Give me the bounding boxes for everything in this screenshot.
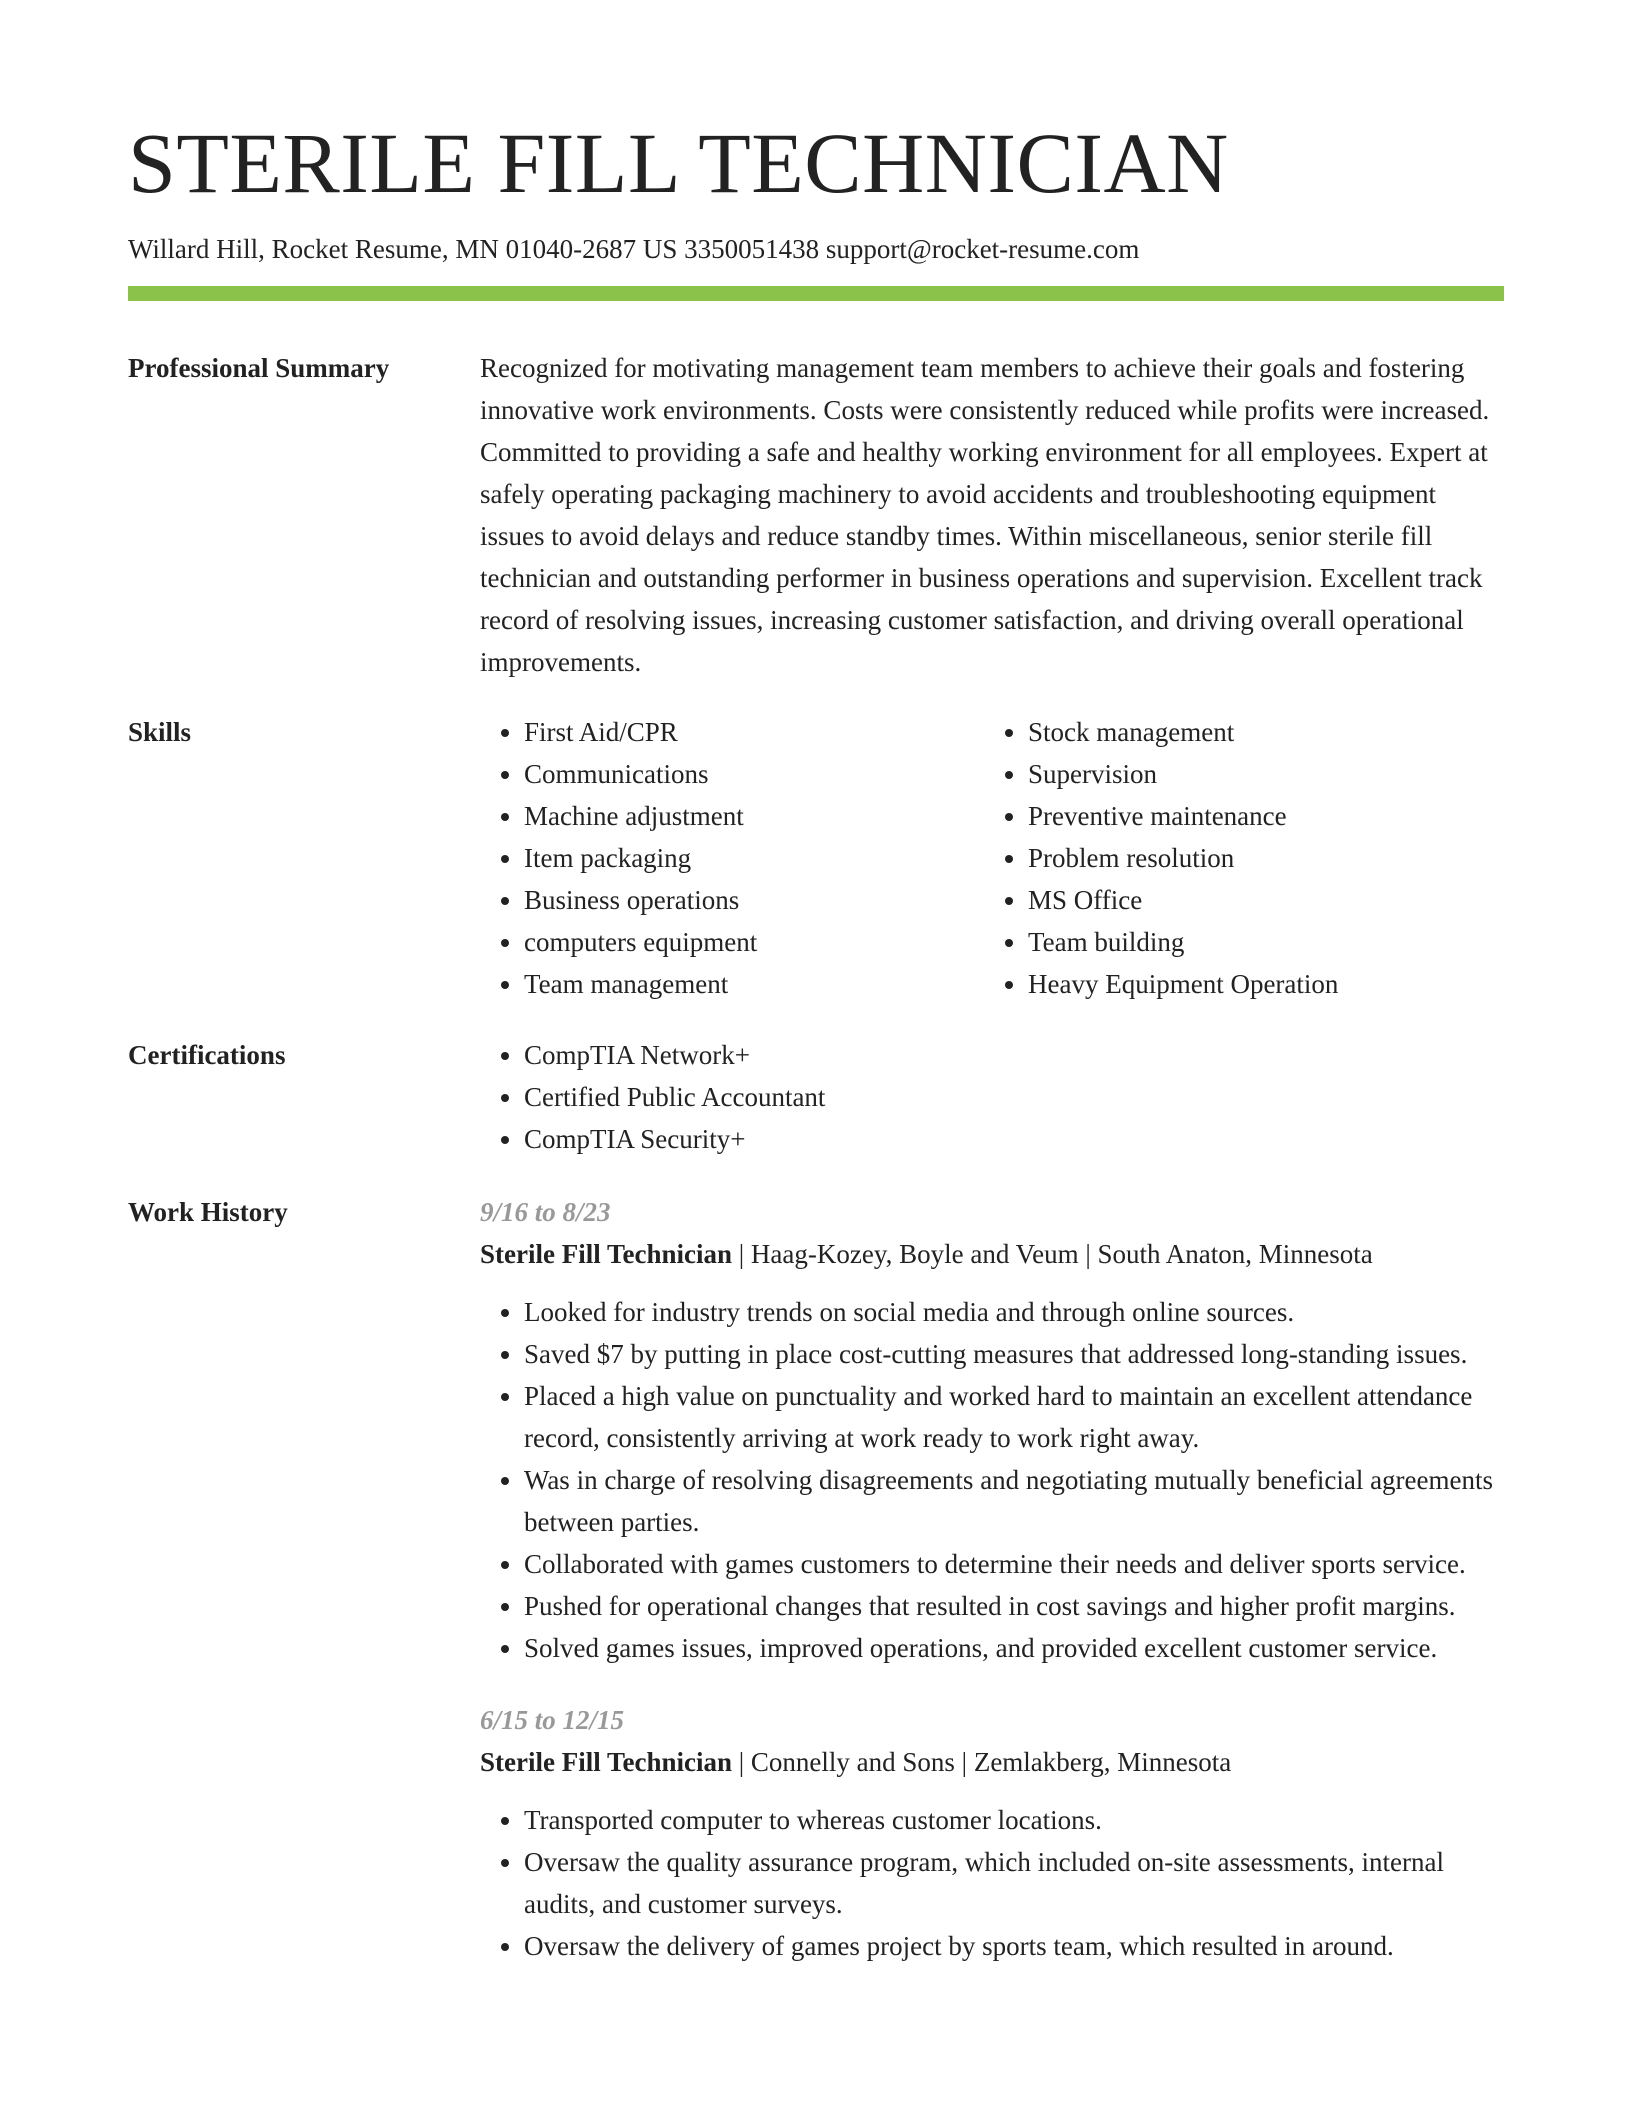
job-header: [480, 1233, 1504, 1275]
skills-list-right: [984, 711, 1488, 1005]
skills-list-left: [480, 711, 984, 1005]
certification-item: • Certified Public Accountant: [524, 1076, 1504, 1118]
skill-item: • Communications: [524, 753, 984, 795]
skills-body: [480, 711, 1504, 1005]
job-bullet: • Saved $7 by putting in place cost-cutting measures that addressed long-standing issues.: [524, 1333, 1504, 1375]
certification-item: • CompTIA Security+: [524, 1118, 1504, 1160]
job-bullets: [480, 1291, 1504, 1669]
job-company-location: | Haag-Kozey, Boyle and Veum | South Anaton, Minnesota: [732, 1239, 1373, 1269]
job-bullet: • Collaborated with games customers to determine their needs and deliver sports service.: [524, 1543, 1504, 1585]
header-divider: [128, 286, 1504, 301]
skill-item: • Team management: [524, 963, 984, 1005]
certifications-heading: Certifications: [128, 1040, 286, 1070]
contact-line: Willard Hill, Rocket Resume, MN 01040-2687 US 3350051438 support@rocket-resume.com: [128, 234, 1140, 264]
certification-item: • CompTIA Network+: [524, 1034, 1504, 1076]
skill-item: • Stock management: [1028, 711, 1488, 753]
job-bullet: • Oversaw the delivery of games project by sports team, which resulted in around.: [524, 1925, 1504, 1967]
job-bullet: • Solved games issues, improved operations, and provided excellent customer service.: [524, 1627, 1504, 1669]
skill-item: • MS Office: [1028, 879, 1488, 921]
certifications-list: [480, 1034, 1504, 1160]
job-header: [480, 1741, 1504, 1783]
job-bullets: [480, 1799, 1504, 1967]
work-history-heading: Work History: [128, 1197, 288, 1227]
summary-text: Recognized for motivating management team members to achieve their goals and fostering innovative work environments. Costs were consistently reduced while profits were increased. Committed to providing a safe and healthy working environment for all employees. Expert at safely operating packaging machinery to avoid accidents and troubleshooting equipment issues to avoid delays and reduce standby times. Within miscellaneous, senior sterile fill technician and outstanding performer in business operations and supervision. Excellent track record of resolving issues, increasing customer satisfaction, and driving overall operational improvements.: [480, 353, 1490, 677]
job-title: Sterile Fill Technician: [480, 1747, 733, 1777]
job-dates: 6/15 to 12/15: [480, 1705, 625, 1735]
summary-body: [480, 347, 1504, 683]
job-bullet: • Transported computer to whereas customer locations.: [524, 1799, 1504, 1841]
skill-item: • Heavy Equipment Operation: [1028, 963, 1488, 1005]
summary-heading: Professional Summary: [128, 353, 390, 383]
job-entry: [480, 1191, 1504, 1669]
job-title: Sterile Fill Technician: [480, 1239, 733, 1269]
resume-name: STERILE FILL TECHNICIAN: [128, 115, 1229, 211]
job-dates: 9/16 to 8/23: [480, 1197, 611, 1227]
skill-item: • Machine adjustment: [524, 795, 984, 837]
skill-item: • Preventive maintenance: [1028, 795, 1488, 837]
skill-item: • Problem resolution: [1028, 837, 1488, 879]
skills-heading: Skills: [128, 717, 192, 747]
job-bullet: • Pushed for operational changes that resulted in cost savings and higher profit margins.: [524, 1585, 1504, 1627]
skill-item: • computers equipment: [524, 921, 984, 963]
skill-item: • Team building: [1028, 921, 1488, 963]
job-bullet: • Was in charge of resolving disagreements and negotiating mutually beneficial agreements between parties.: [524, 1459, 1504, 1543]
work-history-body: [480, 1191, 1504, 1967]
certifications-body: [480, 1034, 1504, 1160]
job-bullet: • Placed a high value on punctuality and worked hard to maintain an excellent attendance record, consistently arriving at work ready to work right away.: [524, 1375, 1504, 1459]
job-bullet: • Looked for industry trends on social media and through online sources.: [524, 1291, 1504, 1333]
skill-item: • First Aid/CPR: [524, 711, 984, 753]
skill-item: • Supervision: [1028, 753, 1488, 795]
job-company-location: | Connelly and Sons | Zemlakberg, Minnesota: [732, 1747, 1232, 1777]
skill-item: • Business operations: [524, 879, 984, 921]
job-entry: [480, 1699, 1504, 1967]
job-bullet: • Oversaw the quality assurance program, which included on-site assessments, internal audits, and customer surveys.: [524, 1841, 1504, 1925]
skill-item: • Item packaging: [524, 837, 984, 879]
